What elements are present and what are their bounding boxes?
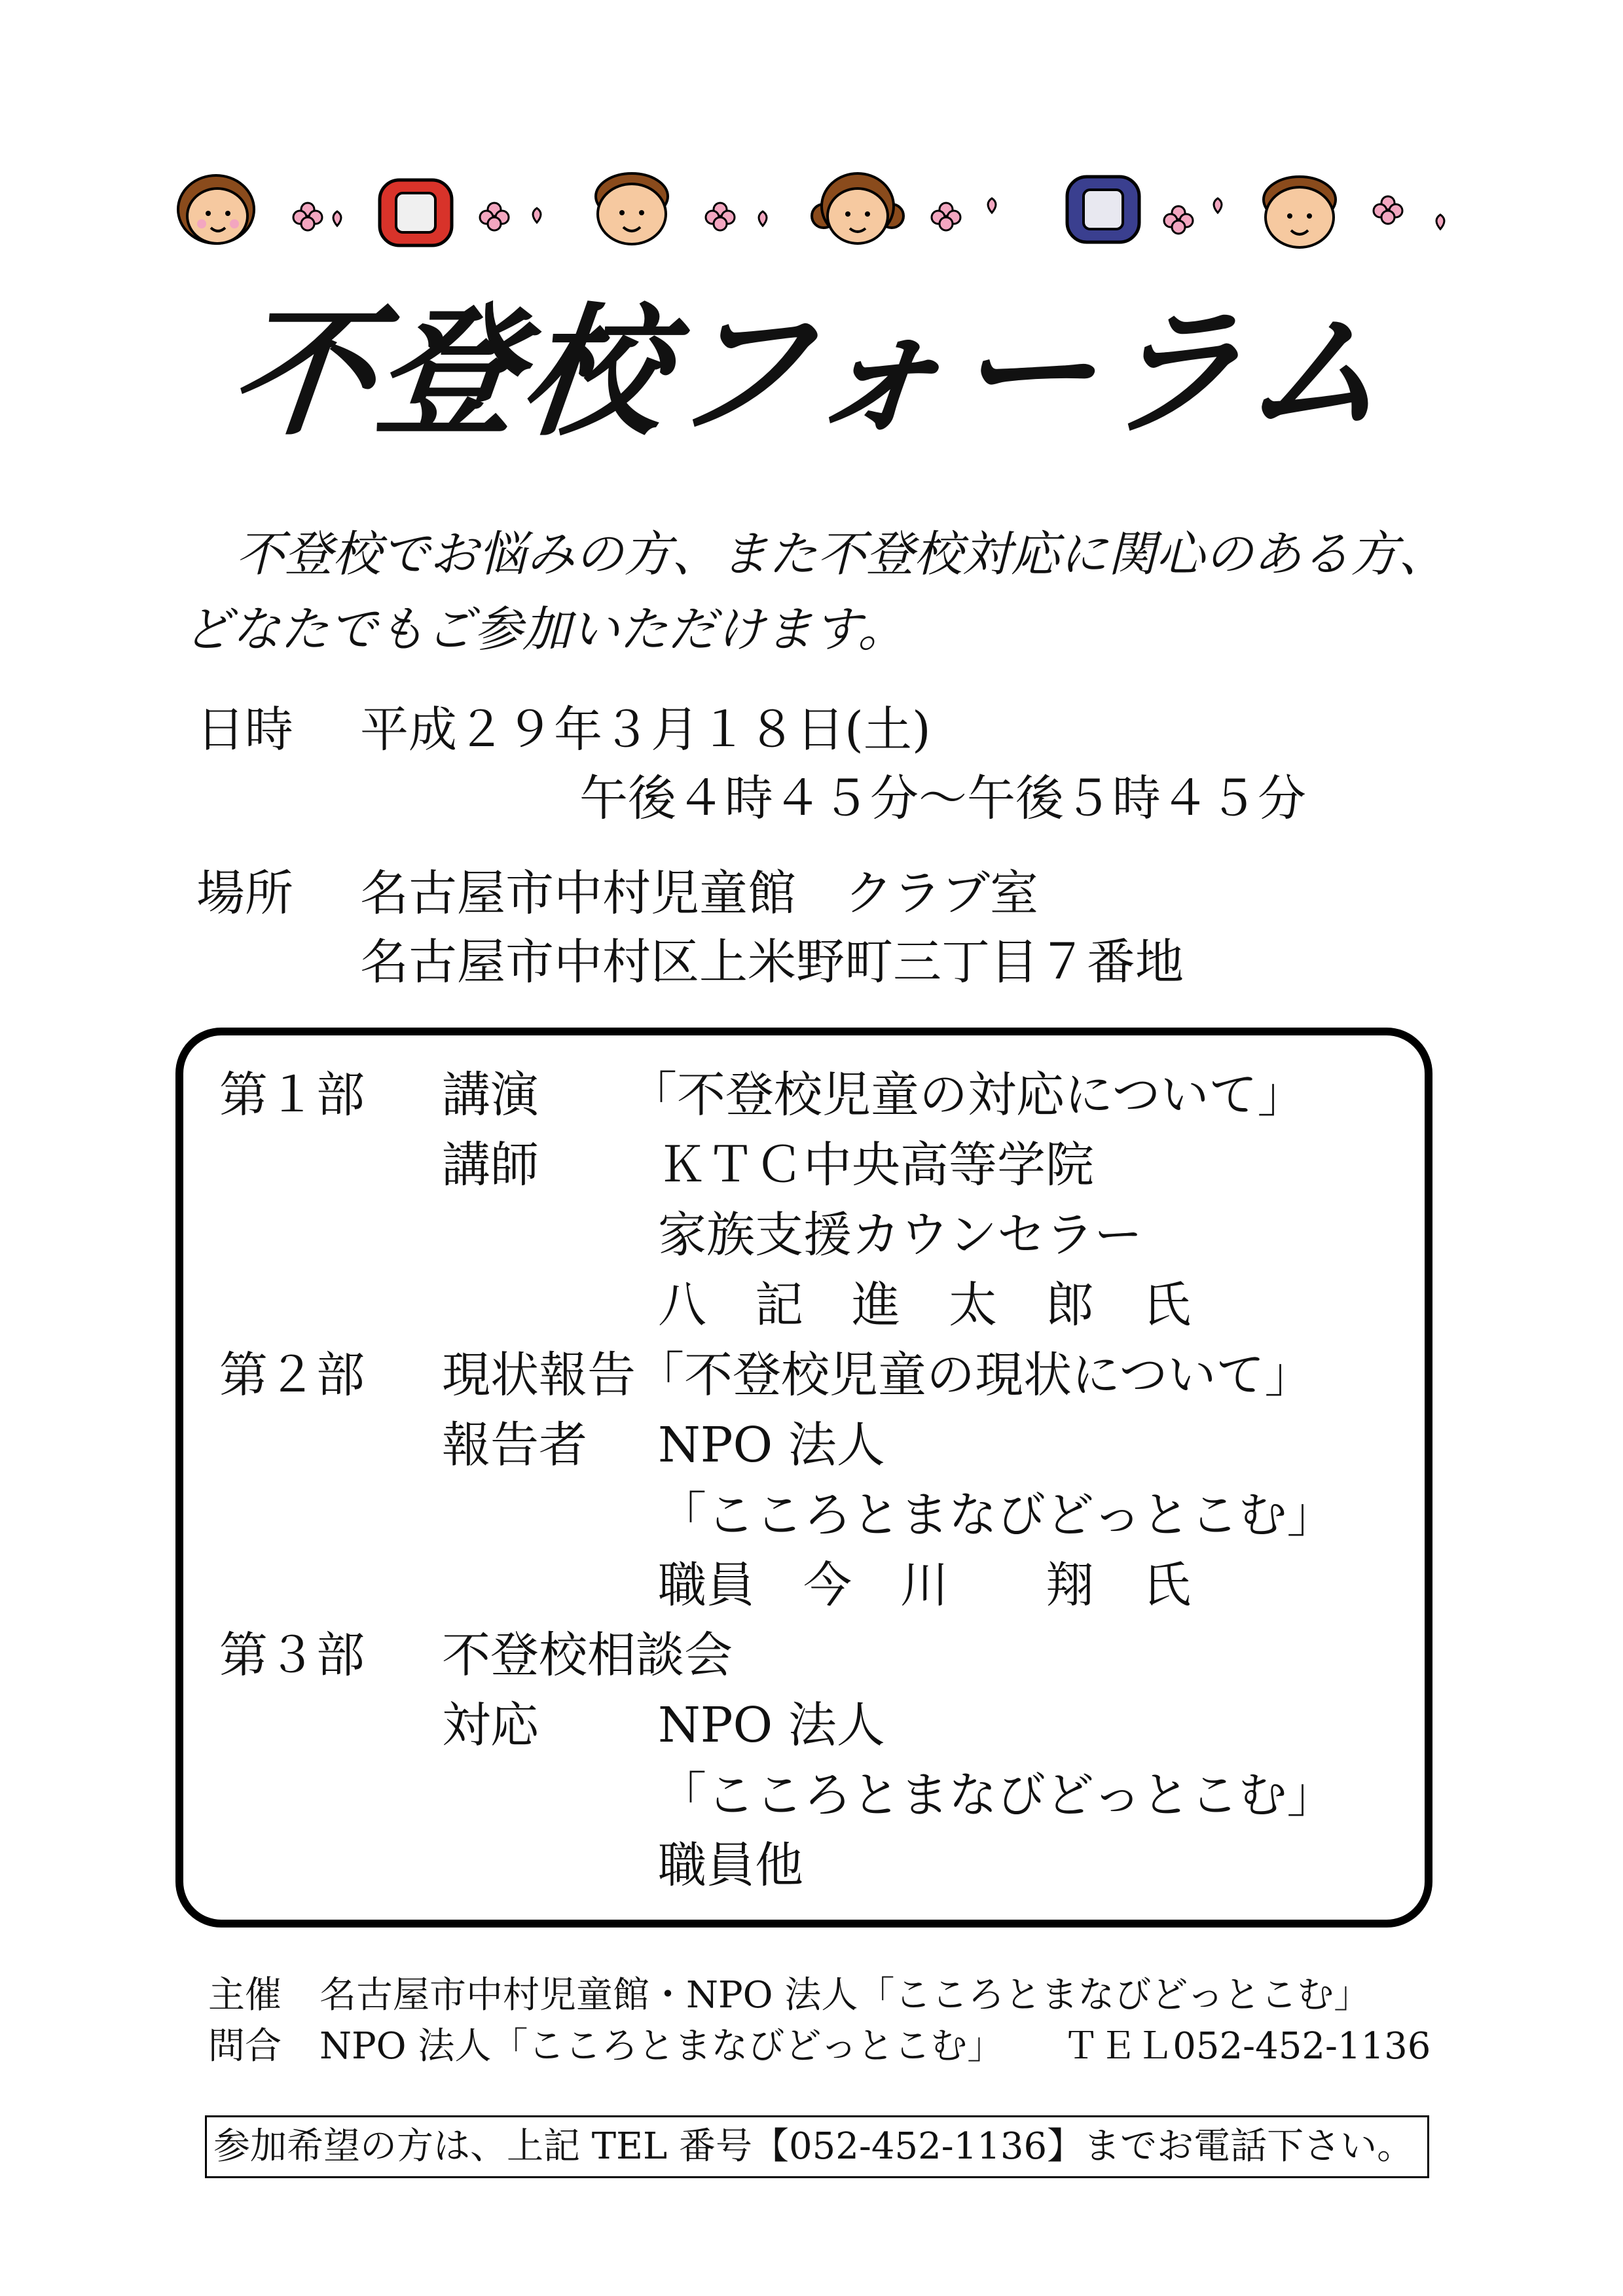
sakura-icon xyxy=(480,203,509,230)
page-title: 不登校フォーラム xyxy=(223,291,1400,455)
datetime-label: 日時 xyxy=(196,702,293,758)
part2-org-line2: 「こころとまなびどっとこむ」 xyxy=(658,1487,1336,1543)
venue-row xyxy=(196,861,1038,926)
organizer-value: 名古屋市中村児童館・NPO 法人「こころとまなびどっとこむ」 xyxy=(319,1974,1371,2017)
contact-tel: ＴＥＬ052-452-1136 xyxy=(1063,2025,1431,2068)
part3-org-line2: 「こころとまなびどっとこむ」 xyxy=(658,1767,1336,1823)
venue-label: 場所 xyxy=(196,865,293,922)
sakura-icon xyxy=(293,203,322,230)
heart-petal-icon xyxy=(1436,215,1444,229)
contact-row xyxy=(208,2021,1431,2072)
part2-reporter-name: 職員 今 川 翔 氏 xyxy=(658,1557,1191,1613)
part1-label: 第１部 xyxy=(219,1067,365,1123)
organizer-row xyxy=(208,1970,1370,2021)
datetime-row xyxy=(196,697,931,762)
contact-label: 問合 xyxy=(208,2025,282,2068)
part1-type: 講演 xyxy=(442,1067,539,1123)
part2-label: 第２部 xyxy=(219,1347,365,1403)
navy-randoseru-icon xyxy=(1067,177,1139,242)
boy-face-icon xyxy=(596,173,668,244)
sakura-icon xyxy=(1374,196,1402,224)
girl-face-icon xyxy=(178,175,254,243)
part1-topic: 「不登校児童の対応について」 xyxy=(629,1067,1306,1123)
heart-petal-icon xyxy=(988,198,996,213)
part3-staff: 職員他 xyxy=(658,1837,803,1893)
sakura-icon xyxy=(706,203,735,230)
heart-petal-icon xyxy=(533,208,541,223)
part2-topic: 現状報告「不登校児童の現状について」 xyxy=(442,1347,1313,1403)
girl-braids-face-icon xyxy=(812,173,903,243)
part3-topic: 不登校相談会 xyxy=(442,1627,733,1683)
venue-name: 名古屋市中村児童館 クラブ室 xyxy=(360,865,1038,922)
red-randoseru-icon xyxy=(380,180,452,245)
contact-value: NPO 法人「こころとまなびどっとこむ」 xyxy=(319,2025,1004,2068)
part1-speaker-role: 家族支援カウンセラー xyxy=(658,1207,1142,1263)
notice-box: 参加希望の方は、上記 TEL 番号【052-452-1136】までお電話下さい。 xyxy=(205,2115,1429,2178)
event-time: 午後４時４５分～午後５時４５分 xyxy=(579,770,1306,827)
part2-reporter-label: 報告者 xyxy=(442,1417,587,1473)
part2-org-line1: NPO 法人 xyxy=(658,1417,885,1473)
event-date: 平成２９年３月１８日(土) xyxy=(360,702,931,758)
intro-text: 不登校でお悩みの方、また不登校対応に関心のある方、どなたでもご参加いただけます。 xyxy=(183,526,1447,658)
part1-speaker-name: 八 記 進 太 郎 氏 xyxy=(658,1277,1191,1333)
heart-petal-icon xyxy=(759,211,767,226)
part1-speaker-label: 講師 xyxy=(442,1137,539,1193)
heart-petal-icon xyxy=(333,211,341,226)
part3-org-line1: NPO 法人 xyxy=(658,1697,885,1753)
part3-label: 第３部 xyxy=(219,1627,365,1683)
boy-face-icon xyxy=(1264,177,1336,247)
sakura-icon xyxy=(1164,206,1193,234)
sakura-icon xyxy=(932,203,960,230)
heart-petal-icon xyxy=(1214,198,1222,213)
part1-speaker-org: ＫＴＣ中央高等学院 xyxy=(658,1137,1094,1193)
part3-handler-label: 対応 xyxy=(442,1697,539,1753)
venue-address: 名古屋市中村区上米野町三丁目７番地 xyxy=(360,934,1184,990)
organizer-label: 主催 xyxy=(208,1974,282,2017)
decorative-illustration-row xyxy=(170,157,1467,255)
